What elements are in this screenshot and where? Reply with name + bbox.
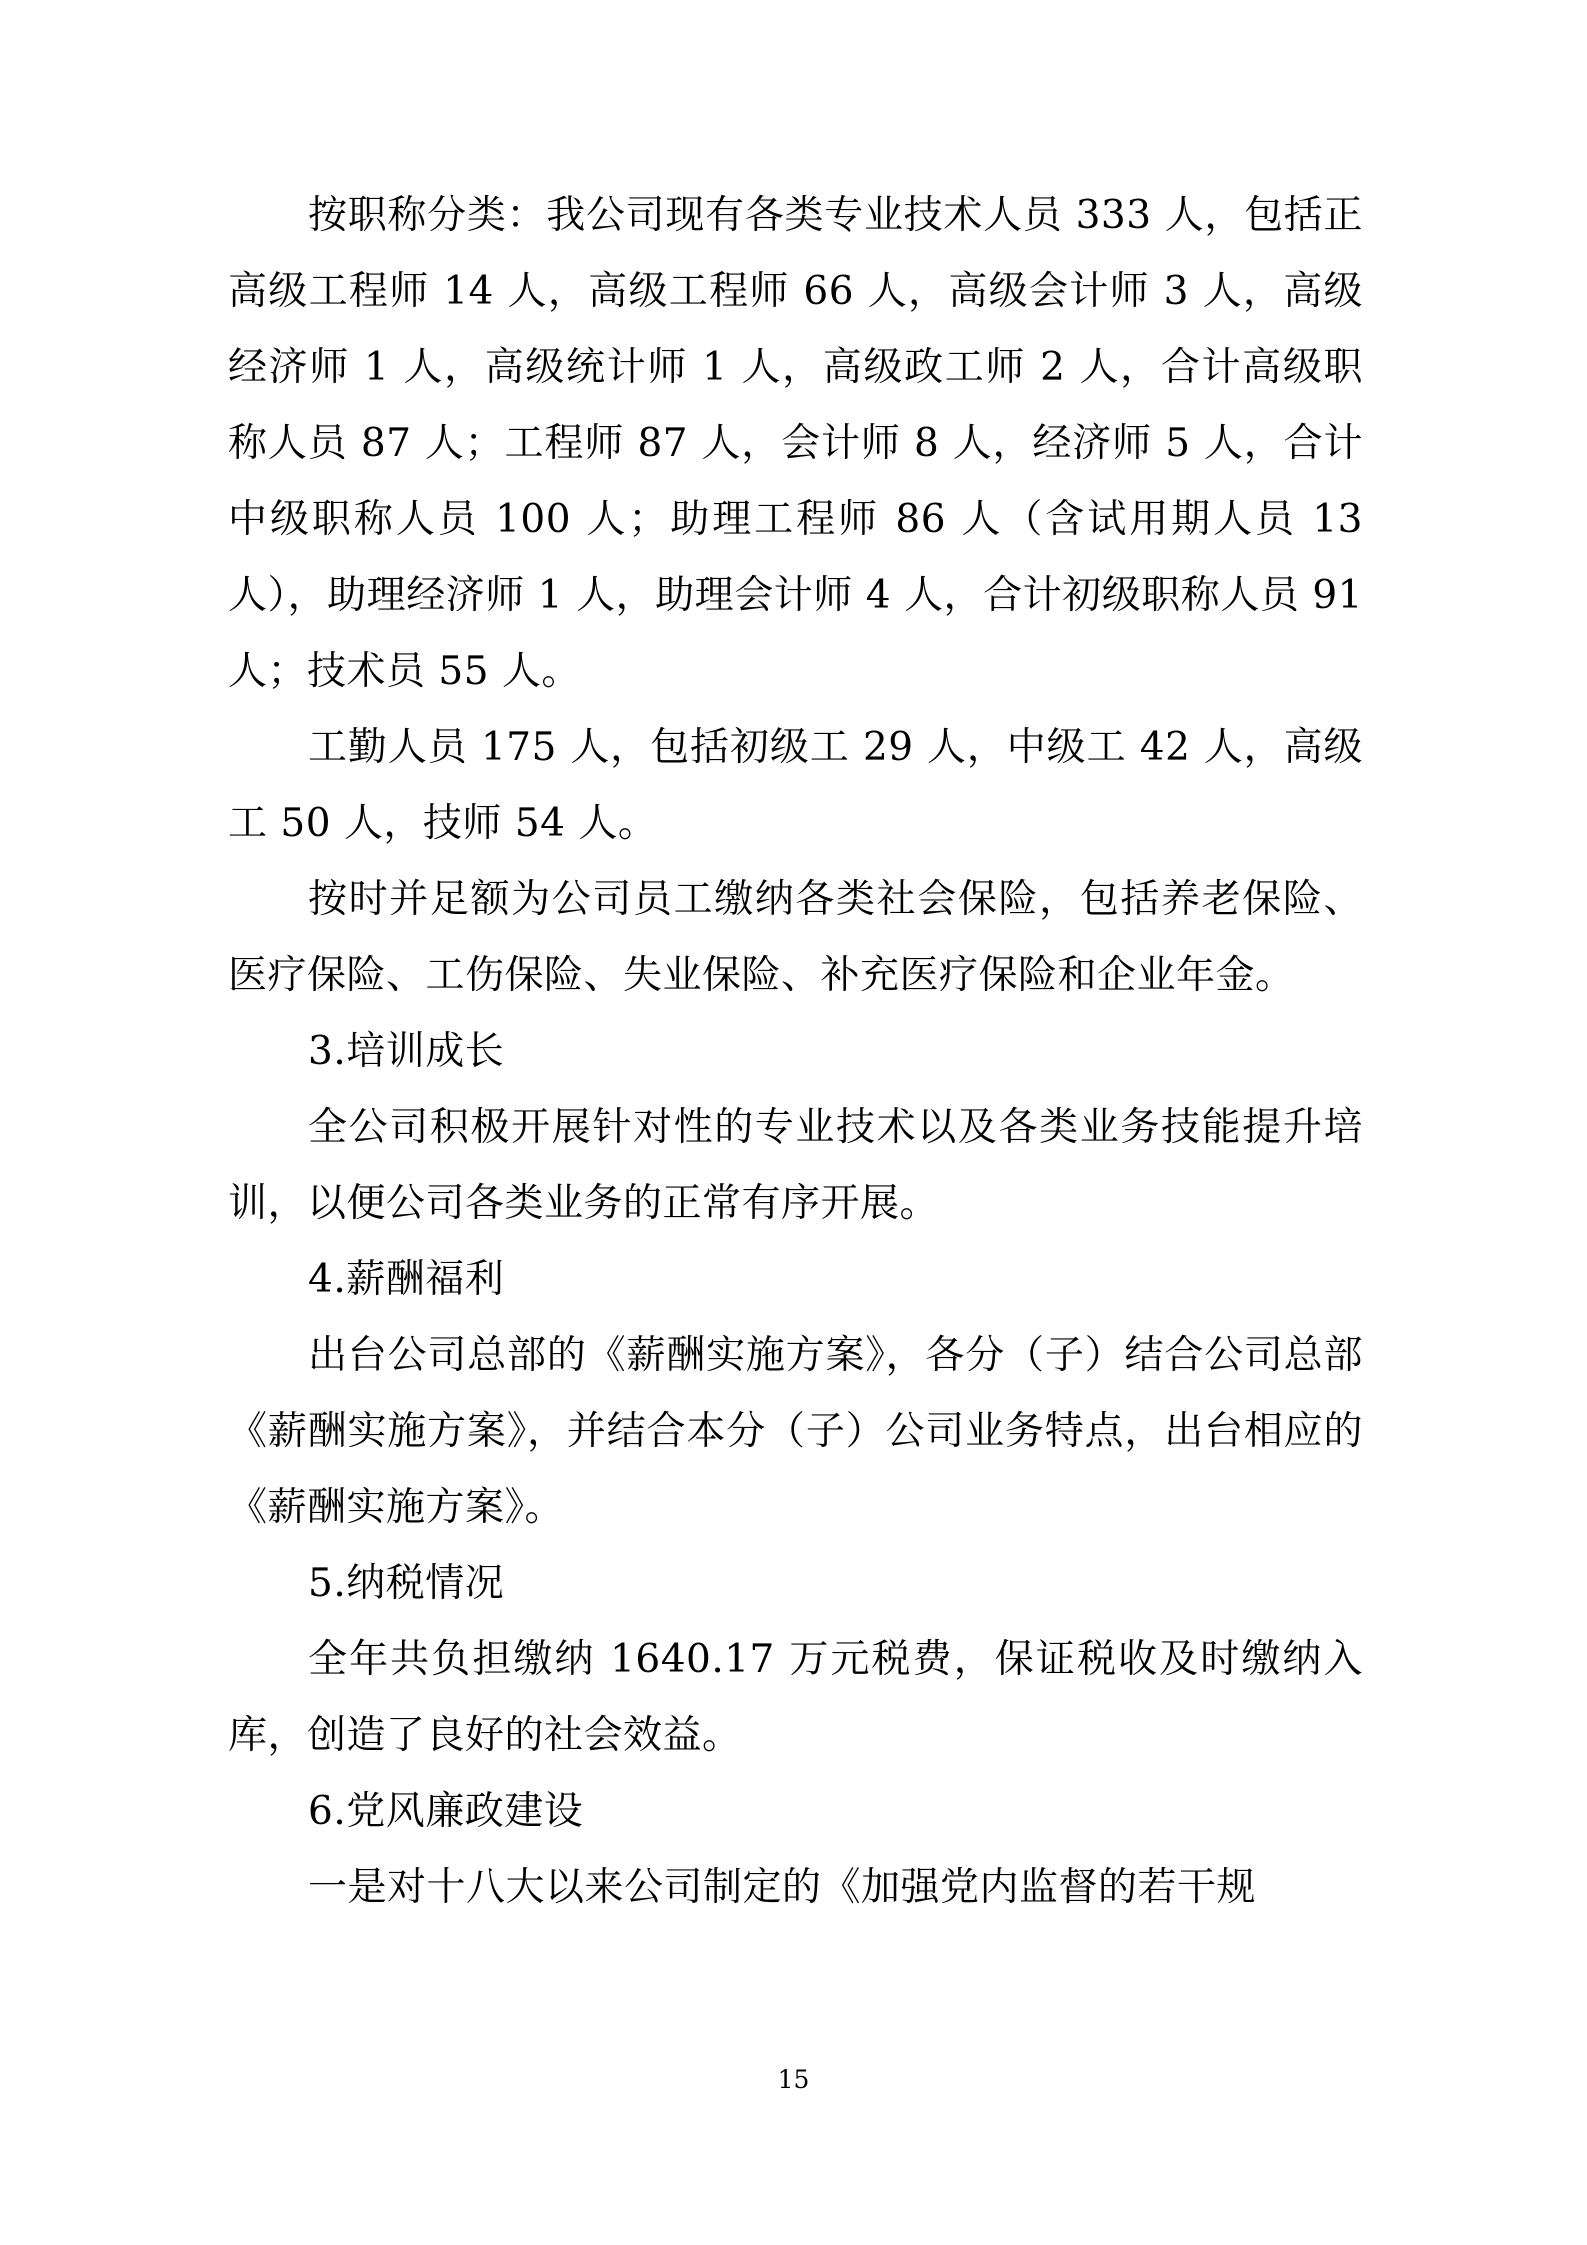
- paragraph-labor-staff: 工勤人员 175 人，包括初级工 29 人，中级工 42 人，高级工 50 人，技师 54 人。: [228, 725, 1363, 846]
- heading-salary-benefits: 4.薪酬福利: [308, 1257, 505, 1302]
- paragraph-title-classification: 按职称分类：我公司现有各类专业技术人员 333 人，包括正高级工程师 14 人，高级工程师 66 人，高级会计师 3 人，高级经济师 1 人，高级统计师 1 人，高级政工师 2 人，合计高级职称人员 87 人；工程师 87 人，会计师 8 人，经济师 5 人，合计中级职称人员 100 人；助理工程师 86 人（含试用期人员 13 人），助理经济师 1 人，助理会计师 4 人，合计初级职称人员 91 人；技术员 55 人。: [228, 193, 1363, 694]
- paragraph-tax-situation: 全年共负担缴纳 1640.17 万元税费，保证税收及时缴纳入库，创造了良好的社会效益。: [228, 1637, 1363, 1758]
- paragraph-social-insurance: 按时并足额为公司员工缴纳各类社会保险，包括养老保险、医疗保险、工伤保险、失业保险、补充医疗保险和企业年金。: [228, 877, 1363, 998]
- heading-training-growth: 3.培训成长: [308, 1029, 505, 1074]
- paragraph-training-growth: 全公司积极开展针对性的专业技术以及各类业务技能提升培训，以便公司各类业务的正常有序开展。: [228, 1105, 1363, 1226]
- heading-party-conduct: 6.党风廉政建设: [308, 1789, 584, 1834]
- document-body: [228, 178, 1363, 1926]
- paragraph-party-conduct: 一是对十八大以来公司制定的《加强党内监督的若干规: [308, 1865, 1257, 1910]
- paragraph-salary-benefits: 出台公司总部的《薪酬实施方案》，各分（子）结合公司总部《薪酬实施方案》，并结合本分（子）公司业务特点，出台相应的《薪酬实施方案》。: [228, 1333, 1363, 1530]
- heading-tax-situation: 5.纳税情况: [308, 1561, 505, 1606]
- page-number: 15: [777, 2065, 810, 2094]
